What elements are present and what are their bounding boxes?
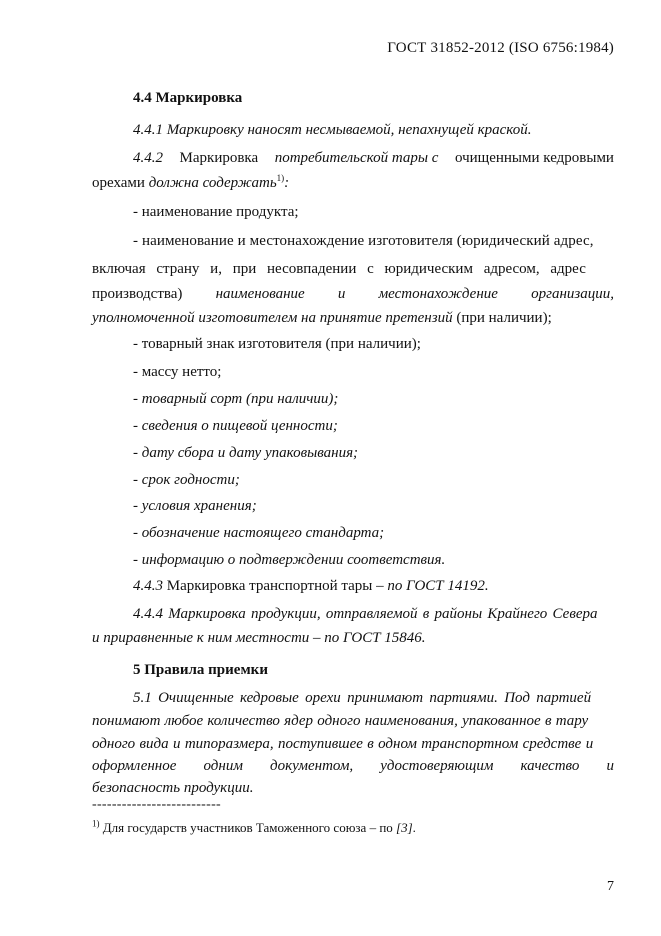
text-fragment-italic: и xyxy=(337,286,346,302)
list-item-continued xyxy=(92,284,614,304)
clause-number: 4.4.3 xyxy=(133,578,163,594)
document-code-header: ГОСТ 31852-2012 (ISO 6756:1984) xyxy=(387,40,614,56)
footnote-end: . xyxy=(412,820,416,835)
footnote-text: Для государств участников Таможенного союза – по xyxy=(99,820,397,835)
footnote-marker: 1) xyxy=(276,173,285,183)
list-item: - наименование продукта; xyxy=(133,204,299,220)
text-fragment: Маркировка транспортной тары – xyxy=(163,578,388,594)
text-fragment-italic: должна содержать xyxy=(148,175,277,191)
text-fragment: одним xyxy=(203,758,243,774)
text-fragment: качество xyxy=(520,758,580,774)
paragraph-5-1-line1: 5.1 Очищенные кедровые орехи принимают партиями. Под партией xyxy=(133,690,592,706)
text-fragment: производства) xyxy=(92,286,183,302)
paragraph-4-4-2-line1 xyxy=(133,148,614,168)
footnote-marker: 1) xyxy=(92,818,100,829)
list-item-continued xyxy=(92,308,552,328)
paragraph-4-4-4-line1: 4.4.4 Маркировка продукции, отправляемой в районы Крайнего Севера xyxy=(133,606,598,622)
text-fragment-italic: организации, xyxy=(531,286,614,302)
list-item: - обозначение настоящего стандарта; xyxy=(133,525,385,541)
footnote xyxy=(92,818,416,838)
footnote-separator: -------------------------- xyxy=(92,797,222,812)
paragraph-5-1-line5: безопасность продукции. xyxy=(92,780,254,796)
paragraph-5-1-line2: понимают любое количество ядер одного наименования, упакованное в тару xyxy=(92,713,589,729)
text-fragment-italic: потребительской тары с xyxy=(274,150,439,166)
colon: : xyxy=(284,175,290,191)
list-item: - наименование и местонахождение изготовителя (юридический адрес, xyxy=(133,233,594,249)
section-heading-4-4: 4.4 Маркировка xyxy=(133,90,243,106)
text-fragment-italic: уполномоченной изготовителем на принятие претензий xyxy=(92,310,453,326)
paragraph-4-4-4-line2: и приравненные к ним местности – по ГОСТ 15846. xyxy=(92,630,426,646)
text-fragment: документом, xyxy=(270,758,354,774)
standard-reference: по ГОСТ 14192. xyxy=(387,578,489,594)
paragraph-5-1-line3: одного вида и типоразмера, поступившее в одном транспортном средстве и xyxy=(92,736,594,752)
paragraph-4-4-1: 4.4.1 Маркировку наносят несмываемой, непахнущей краской. xyxy=(133,122,532,138)
text-fragment: удостоверяющим xyxy=(380,758,494,774)
list-item: - срок годности; xyxy=(133,472,240,488)
clause-number: 4.4.2 xyxy=(133,150,163,166)
text-fragment: Маркировка xyxy=(179,150,259,166)
list-item: - условия хранения; xyxy=(133,498,257,514)
text-fragment-italic: наименование xyxy=(215,286,305,302)
list-item: - товарный знак изготовителя (при наличии); xyxy=(133,336,421,352)
list-item: - информацию о подтверждении соответствия. xyxy=(133,552,446,568)
paragraph-5-1-line4 xyxy=(92,756,614,776)
paragraph-4-4-2-line2 xyxy=(92,173,289,193)
list-item: - товарный сорт (при наличии); xyxy=(133,391,339,407)
text-fragment-italic: местонахождение xyxy=(378,286,498,302)
text-fragment: оформленное xyxy=(92,758,177,774)
list-item: - массу нетто; xyxy=(133,364,222,380)
text-fragment: и xyxy=(606,758,614,774)
list-item-continued: включая страну и, при несовпадении с юридическим адресом, адрес xyxy=(92,261,586,277)
list-item: - дату сбора и дату упаковывания; xyxy=(133,445,359,461)
section-heading-5: 5 Правила приемки xyxy=(133,662,268,678)
page-number: 7 xyxy=(607,879,614,894)
text-fragment: орехами xyxy=(92,175,145,191)
text-fragment: очищенными кедровыми xyxy=(454,150,614,166)
list-item: - сведения о пищевой ценности; xyxy=(133,418,338,434)
bibliography-reference: [3] xyxy=(396,820,413,835)
paragraph-4-4-3 xyxy=(133,576,489,596)
text-fragment: (при наличии); xyxy=(452,310,552,326)
